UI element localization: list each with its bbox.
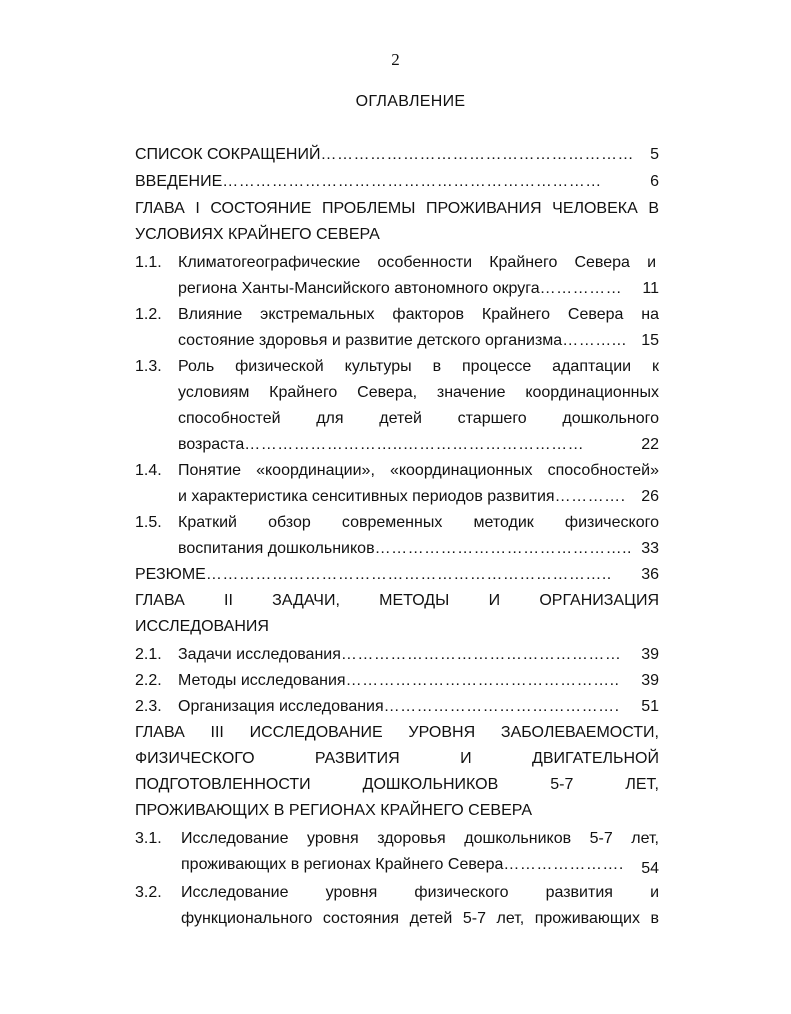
toc-page-number: 26 bbox=[641, 488, 659, 505]
chapter-3-heading-line-1[interactable]: ГЛАВА III ИССЛЕДОВАНИЕ УРОВНЯ ЗАБОЛЕВАЕМОСТИ, bbox=[135, 724, 659, 741]
section-number: 3.1. bbox=[135, 830, 162, 847]
toc-entry-introduction[interactable] bbox=[135, 172, 659, 192]
toc-page-number: 51 bbox=[641, 698, 659, 715]
section-1-4-line-1[interactable]: 1.4. Понятие «координации», «координационных способностей» bbox=[135, 462, 659, 479]
section-3-2-line-1[interactable]: 3.2. Исследование уровня физического развития и bbox=[135, 884, 659, 901]
section-2-2[interactable]: 2.2. Методы исследования………………………………………….. 39 bbox=[135, 672, 659, 689]
toc-entry-title: СПИСОК СОКРАЩЕНИЙ………………………………………………… bbox=[135, 146, 634, 163]
section-number: 1.2. bbox=[135, 306, 162, 323]
toc-page-number: 33 bbox=[641, 540, 659, 557]
section-number: 1.4. bbox=[135, 462, 162, 479]
toc-page-number: 54 bbox=[641, 860, 659, 877]
section-1-1-line-1[interactable]: 1.1. Климатогеографические особенности Крайнего Севера и bbox=[135, 254, 656, 271]
section-1-1-line-2[interactable]: региона Ханты-Мансийского автономного округа…………… 11 bbox=[178, 280, 659, 297]
toc-page-number: 36 bbox=[641, 566, 659, 583]
section-number: 1.5. bbox=[135, 514, 162, 531]
toc-page-number: 22 bbox=[641, 436, 659, 453]
section-2-1[interactable]: 2.1. Задачи исследования…………………………………………… 39 bbox=[135, 646, 659, 663]
section-number: 2.3. bbox=[135, 698, 162, 715]
section-1-5-line-1[interactable]: 1.5. Краткий обзор современных методик физического bbox=[135, 514, 659, 531]
section-2-3[interactable]: 2.3. Организация исследования……………………………………. 51 bbox=[135, 698, 659, 715]
chapter-1-heading-line-2[interactable]: УСЛОВИЯХ КРАЙНЕГО СЕВЕРА bbox=[135, 226, 380, 243]
section-1-3-line-2[interactable]: условиям Крайнего Севера, значение координационных bbox=[178, 384, 659, 401]
section-3-1-line-1[interactable]: 3.1. Исследование уровня здоровья дошкольников 5-7 лет, bbox=[135, 830, 659, 847]
section-1-2-line-1[interactable]: 1.2. Влияние экстремальных факторов Крайнего Севера на bbox=[135, 306, 659, 323]
section-1-3-line-1[interactable]: 1.3. Роль физической культуры в процессе адаптации к bbox=[135, 358, 659, 375]
toc-entry-title: ВВЕДЕНИЕ…………………………………………………………… bbox=[135, 173, 602, 190]
section-3-1-line-2[interactable]: проживающих в регионах Крайнего Севера…………………. 54 bbox=[181, 856, 659, 877]
chapter-3-heading-line-2[interactable]: ФИЗИЧЕСКОГО РАЗВИТИЯ И ДВИГАТЕЛЬНОЙ bbox=[135, 750, 659, 767]
chapter-3-heading-line-4[interactable]: ПРОЖИВАЮЩИХ В РЕГИОНАХ КРАЙНЕГО СЕВЕРА bbox=[135, 802, 533, 819]
toc-page-number: 11 bbox=[642, 280, 659, 297]
section-number: 1.1. bbox=[135, 254, 162, 271]
section-number: 3.2. bbox=[135, 884, 162, 901]
section-1-3-line-3[interactable]: способностей для детей старшего дошкольного bbox=[178, 410, 659, 427]
section-1-2-line-2[interactable]: состояние здоровья и развитие детского организма………... 15 bbox=[178, 332, 659, 349]
section-3-2-line-2[interactable]: функционального состояния детей 5-7 лет, проживающих в bbox=[181, 910, 659, 927]
section-number: 2.1. bbox=[135, 646, 162, 663]
toc-page-number: 39 bbox=[641, 672, 659, 689]
toc-page-number: 15 bbox=[641, 332, 659, 349]
page-number: 2 bbox=[391, 50, 400, 69]
toc-page-number: 5 bbox=[650, 146, 659, 163]
chapter-2-heading-line-2[interactable]: ИССЛЕДОВАНИЯ bbox=[135, 618, 269, 635]
chapter-2-heading-line-1[interactable]: ГЛАВА II ЗАДАЧИ, МЕТОДЫ И ОРГАНИЗАЦИЯ bbox=[135, 592, 659, 609]
toc-entry-abbreviations[interactable] bbox=[135, 145, 659, 165]
section-number: 2.2. bbox=[135, 672, 162, 689]
toc-entry-summary[interactable]: РЕЗЮМЕ……………………………………………………………….. 36 bbox=[135, 566, 659, 583]
toc-page-number: 39 bbox=[641, 646, 659, 663]
section-1-4-line-2[interactable]: и характеристика сенситивных периодов развития…………. 26 bbox=[178, 488, 659, 505]
section-number: 1.3. bbox=[135, 358, 162, 375]
page-title: ОГЛАВЛЕНИЕ bbox=[355, 93, 466, 110]
section-1-5-line-2[interactable]: воспитания дошкольников……………………………………….. 33 bbox=[178, 540, 659, 557]
toc-page-number: 6 bbox=[650, 173, 659, 190]
chapter-1-heading-line-1[interactable]: ГЛАВА I СОСТОЯНИЕ ПРОБЛЕМЫ ПРОЖИВАНИЯ ЧЕЛОВЕКА В bbox=[135, 200, 659, 217]
section-1-3-line-4[interactable]: возраста………………………..…………………………… 22 bbox=[178, 436, 659, 453]
chapter-3-heading-line-3[interactable]: ПОДГОТОВЛЕННОСТИ ДОШКОЛЬНИКОВ 5-7 ЛЕТ, bbox=[135, 776, 659, 793]
